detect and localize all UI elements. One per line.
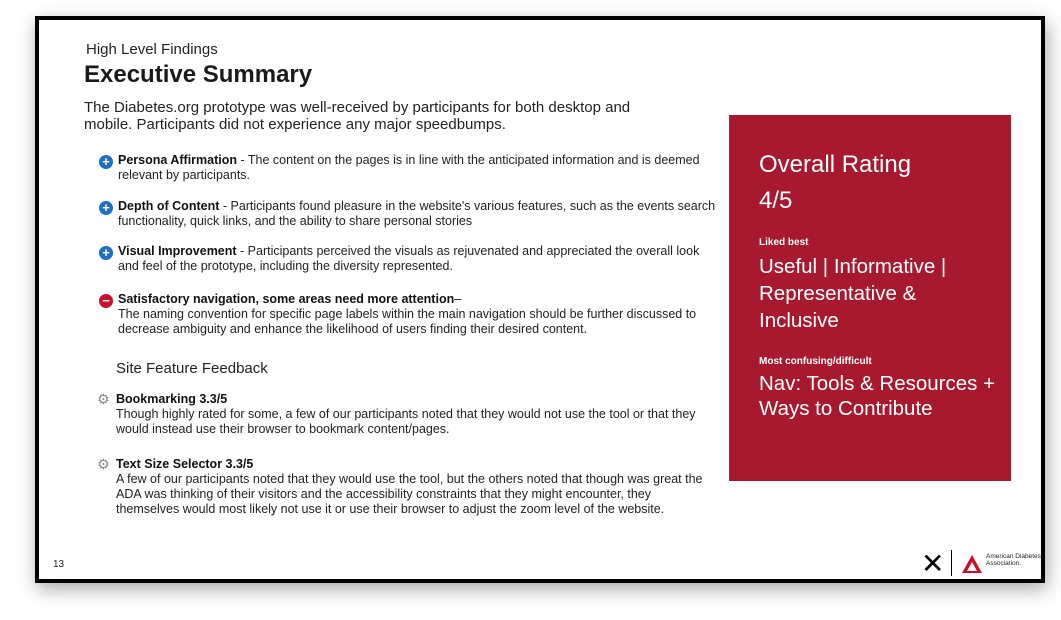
feature-bookmarking — [97, 392, 717, 437]
rating-value: 4/5 — [759, 187, 793, 214]
finding-satisfactory-navigation — [99, 292, 719, 337]
rating-title: Overall Rating — [759, 151, 912, 178]
ada-logo-text: American Diabetes Association. — [986, 553, 1041, 567]
slide-frame — [35, 16, 1045, 583]
finding-visual-improvement — [99, 244, 719, 274]
plus-circle-icon: + — [99, 246, 113, 260]
finding-heading: Depth of Content — [118, 199, 220, 213]
finding-body: - The content on the pages is in line with the anticipated information and is deemed relevant by participants. — [118, 153, 700, 182]
finding-detail: The naming convention for specific page labels within the main navigation should be further discussed to decrease ambiguity and enhance the likelihood of users finding their desired content. — [118, 307, 697, 336]
logo-divider — [951, 550, 952, 576]
intro-paragraph: The Diabetes.org prototype was well-received by participants for both desktop and mobile. Participants did not experience any major speedbumps. — [84, 99, 631, 133]
x-logo-icon: ✕ — [921, 548, 945, 579]
ada-triangle-icon — [961, 554, 983, 579]
gear-icon: ⚙ — [97, 391, 110, 407]
minus-circle-icon: − — [99, 294, 113, 308]
finding-heading: Visual Improvement — [118, 244, 237, 258]
site-feature-feedback-heading: Site Feature Feedback — [116, 360, 268, 377]
finding-heading: Satisfactory navigation, some areas need more attention — [118, 292, 455, 306]
feature-text-size-selector — [97, 457, 717, 517]
gear-icon: ⚙ — [97, 456, 110, 472]
finding-persona-affirmation — [99, 153, 719, 183]
eyebrow-label: High Level Findings — [86, 41, 218, 58]
liked-best-text: Useful | Informative | Representative & Inclusive — [759, 255, 947, 332]
overall-rating-card — [729, 115, 1011, 481]
finding-depth-of-content — [99, 199, 719, 229]
feature-body: Though highly rated for some, a few of our participants noted that they would not use the tool or that they would instead use their browser to bookmark content/pages. — [116, 407, 696, 436]
page-title: Executive Summary — [84, 61, 313, 88]
page-number: 13 — [53, 559, 65, 570]
finding-body: – — [454, 292, 462, 306]
slide — [39, 20, 1041, 579]
feature-heading: Bookmarking 3.3/5 — [116, 392, 228, 406]
plus-circle-icon: + — [99, 155, 113, 169]
finding-heading: Persona Affirmation — [118, 153, 238, 167]
most-confusing-text: Nav: Tools & Resources + Ways to Contribute — [759, 372, 996, 420]
plus-circle-icon: + — [99, 201, 113, 215]
most-confusing-label: Most confusing/difficult — [759, 356, 872, 367]
finding-body: - Participants found pleasure in the website's various features, such as the events search functionality, quick links, and the ability to share personal stories — [118, 199, 716, 228]
liked-best-label: Liked best — [759, 237, 809, 248]
feature-heading: Text Size Selector 3.3/5 — [116, 457, 254, 471]
finding-body: - Participants perceived the visuals as rejuvenated and appreciated the overall look and feel of the prototype, including the diversity represented. — [118, 244, 700, 273]
feature-body: A few of our participants noted that they would use the tool, but the others noted that though was great the ADA was thinking of their visitors and the accessibility constraints that they might encounter, they themselves would most likely not use it or use their browser to adjust the zoom level of the website. — [116, 472, 703, 516]
